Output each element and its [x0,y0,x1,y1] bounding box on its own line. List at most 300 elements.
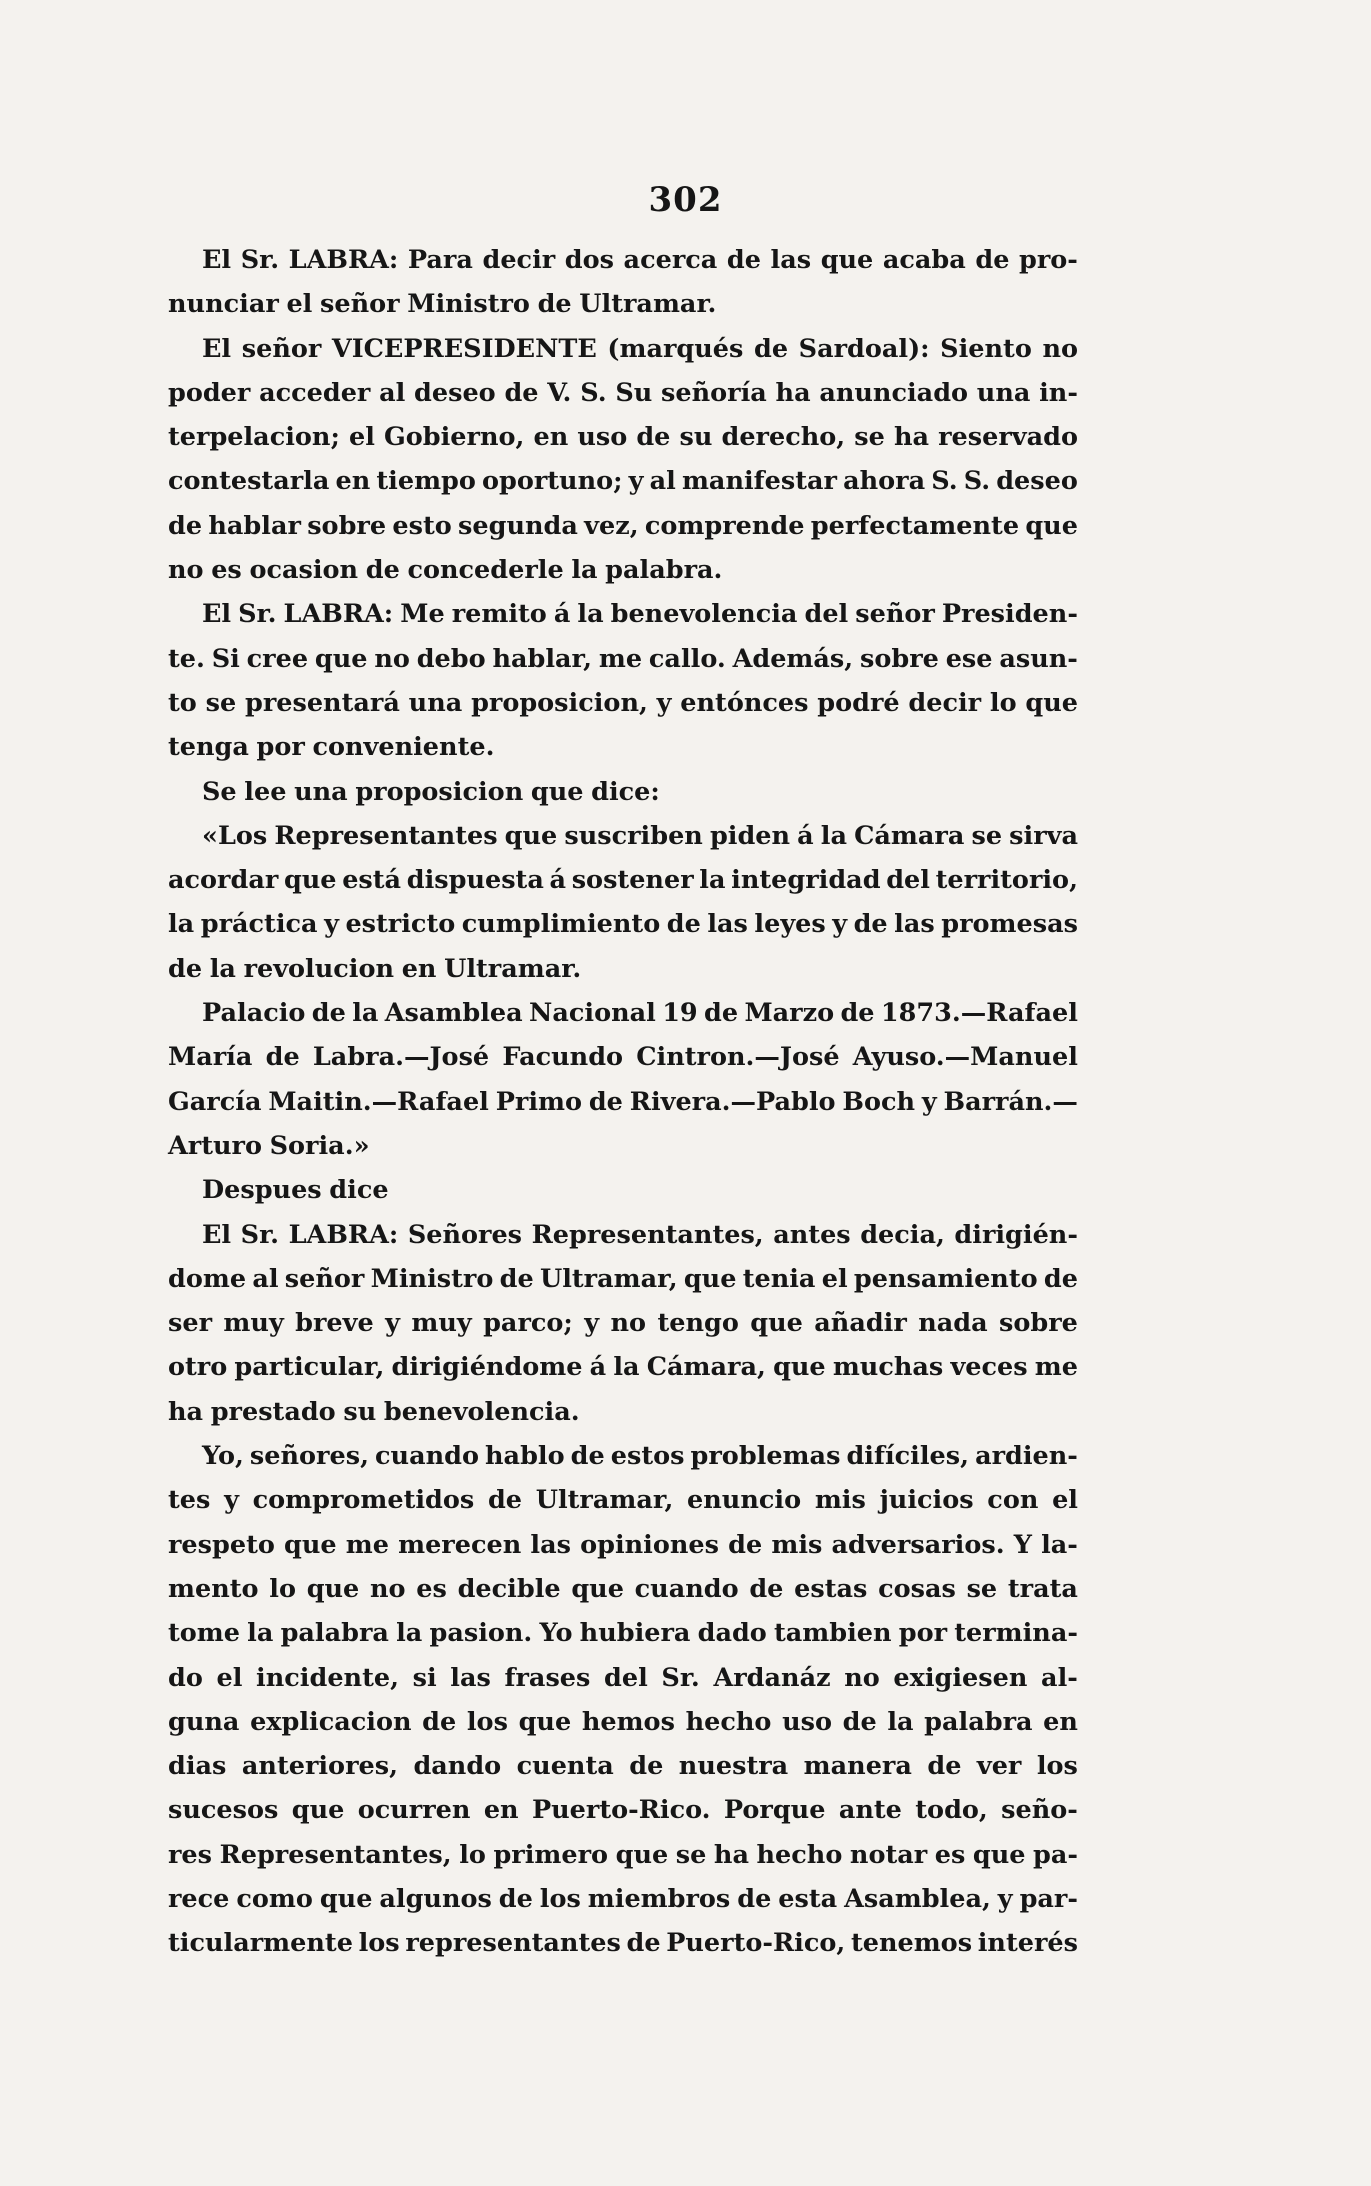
word: sobre [860,643,939,674]
word: suscriben [564,820,703,851]
word: decir [482,245,556,275]
word: que [773,1352,826,1383]
word: y [656,687,672,718]
word: deseo [414,377,496,408]
word: en [533,422,569,453]
word: que [972,1839,1026,1870]
word: callo. [648,643,726,674]
word: Se [202,776,237,807]
word: las [450,1662,491,1693]
word: y [324,909,339,940]
word: deseo [996,466,1078,497]
word: á [549,865,567,896]
word: territorio, [935,865,1078,896]
word: piden [709,820,791,851]
word: de [265,1042,300,1073]
word: opiniones [580,1529,719,1560]
word: dirigiéndome [391,1352,583,1383]
word: sobre [999,1308,1078,1339]
text-line [168,1700,1078,1744]
word: S. [931,466,958,497]
word: cuando [634,1573,739,1604]
word: al [379,377,406,408]
word: las [707,909,748,940]
word: ha [893,422,930,453]
word: el [216,1662,243,1693]
word: to [168,687,197,718]
word: podré [817,687,900,718]
word: poder [168,377,251,408]
word: segunda [458,510,578,541]
word: acerca [623,245,718,275]
word: la [247,1618,274,1649]
word: ahora [843,466,926,497]
word: la [352,998,379,1029]
word: Puerto-Rico. [531,1795,711,1826]
word: está [342,865,402,896]
word: Cámara [854,820,965,851]
word: me [598,643,643,674]
word: el [348,422,375,453]
word: dice [329,1175,389,1206]
word: Rivera.—Pablo [629,1086,836,1117]
word: Ardanáz [713,1662,831,1693]
text-line [168,1523,1078,1567]
word: antes [773,1219,851,1250]
word: Me [400,599,445,630]
word: se [971,820,1003,851]
text-line [168,858,1078,902]
word: al [252,1263,279,1294]
word: mis [814,1485,866,1516]
word: tengo [657,1308,739,1339]
word: Y [1013,1529,1032,1560]
word: su [343,1396,377,1427]
word: ha [168,1396,204,1427]
text-line [168,415,1078,459]
word: cuenta [516,1751,614,1782]
word: de [636,422,671,453]
word: como [236,1883,313,1914]
word: ticularmente [168,1928,353,1959]
text-line [168,504,1078,548]
word: terpelacion; [168,422,340,453]
word: primero [493,1839,609,1870]
text-line [168,548,1078,592]
word: dice: [591,776,660,807]
word: los [358,1928,400,1959]
word: lo [989,687,1017,718]
word: Facundo [502,1042,624,1073]
word: Su [615,377,653,408]
text-line [168,814,1078,858]
word: el [286,289,313,320]
word: dispuesta [406,865,544,896]
word: Ultramar. [444,953,582,984]
word: de [499,1263,534,1294]
word: ser [168,1308,213,1339]
word: Nacional [529,998,656,1029]
text-line [168,1478,1078,1522]
word: revolucion [243,953,395,984]
word: con [987,1485,1039,1516]
word: 1873.—Rafael [880,998,1078,1029]
word: García [168,1086,262,1117]
word: pa- [1033,1839,1078,1870]
text-line [168,991,1078,1035]
word: y [997,1883,1013,1914]
text-line [168,1567,1078,1611]
word: guna [168,1706,240,1737]
word: promesas [941,909,1078,940]
word: Ultramar, [535,1485,674,1516]
word: señor [241,333,322,364]
word: de [749,1573,784,1604]
word: de [1043,1263,1078,1294]
word: la [820,820,847,851]
word: que [530,776,584,807]
word: dirigién- [954,1219,1078,1250]
word: LABRA: [288,245,399,275]
word: se [966,1573,998,1604]
word: explicacion [250,1706,412,1737]
word: cree [246,643,309,674]
word: de [168,953,203,984]
word: del [604,1662,648,1693]
word: Yo, [202,1441,244,1472]
word: vez, [584,510,639,541]
word: Cámara, [646,1352,766,1383]
word: la [887,1706,914,1737]
word: por [256,732,305,763]
word: cuando [375,1441,479,1472]
word: es [211,555,242,586]
word: conveniente. [312,732,495,763]
word: la [571,555,598,586]
word: El [202,599,232,630]
word: Ultramar. [579,289,717,320]
word: incidente, [256,1662,399,1693]
word: miembros [587,1883,731,1914]
word: El [202,1219,232,1250]
text-line [168,327,1078,371]
word: Sr. [240,245,280,275]
word: Palacio [202,998,306,1029]
word: Despues [202,1175,322,1206]
word: pensamiento [853,1263,1038,1294]
word: decir [908,687,982,718]
text-line [168,1877,1078,1921]
word: por [898,1618,948,1649]
word: benevolencia. [383,1396,580,1427]
word: uso [782,1706,832,1737]
word: tenemos [850,1928,973,1959]
word: Sr. [661,1662,700,1693]
word: ocasion [249,555,359,586]
word: representantes [405,1928,621,1959]
word: el [821,1263,848,1294]
text-line [168,681,1078,725]
word: termina- [954,1618,1078,1649]
word: Arturo [168,1130,262,1161]
word: y [921,1086,937,1117]
word: en [1043,1706,1078,1737]
word: tenga [168,732,249,763]
word: no [1042,333,1078,364]
word: el [1052,1485,1078,1516]
word: pasion. [429,1618,533,1649]
word: la [168,909,195,940]
word: muy [223,1308,284,1339]
word: su [679,422,713,453]
word: de [570,1441,605,1472]
word: ese [945,643,993,674]
word: proposicion [355,776,524,807]
word: esto [392,510,452,541]
word: anunciado [819,377,969,408]
word: que [319,1883,373,1914]
word: te. [168,643,205,674]
word: do [168,1662,203,1693]
word: Asamblea, [844,1883,991,1914]
word: trata [1007,1573,1078,1604]
word: las [770,245,812,275]
word: estricto [345,909,456,940]
word: 19 [662,998,698,1029]
word: de [728,1529,763,1560]
word: concederle [407,555,564,586]
body-text [168,238,1078,1966]
word: benevolencia [610,599,798,630]
text-line [168,459,1078,503]
word: ardien- [975,1441,1078,1472]
word: que [750,1308,803,1339]
word: de [422,1706,457,1737]
word: y [385,1308,400,1339]
word: y [224,1485,239,1516]
word: al [649,466,676,497]
word: perfectamente [810,510,1020,541]
text-line [168,902,1078,946]
word: se [854,422,885,453]
word: Asamblea [384,998,523,1029]
word: tome [168,1618,240,1649]
word: Porque [723,1795,826,1826]
word: comprometidos [252,1485,475,1516]
text-line [168,1390,1078,1434]
word: hablar, [492,643,593,674]
word: decia, [860,1219,945,1250]
word: Gobierno, [384,422,525,453]
word: en [335,466,371,497]
text-line [168,1257,1078,1301]
text-line [168,1345,1078,1389]
word: decible [457,1573,561,1604]
word: acordar [168,865,279,896]
word: Sr. [240,1219,280,1250]
word: señoría [661,377,767,408]
word: de [666,909,701,940]
word: no [374,643,410,674]
word: esta [778,1883,838,1914]
word: palabra. [605,555,723,586]
word: Ministro [370,1263,494,1294]
word: de [504,377,539,408]
text-line [168,592,1078,636]
word: á [797,820,814,851]
word: Representantes [274,820,498,851]
word: de [753,333,789,364]
word: la [209,953,236,984]
word: la [577,599,604,630]
word: las [894,909,935,940]
word: Representantes, [531,1219,764,1250]
word: in- [1039,377,1078,408]
word: que [571,1573,624,1604]
word: interés [977,1928,1078,1959]
word: Barrán.— [943,1086,1078,1117]
word: Cintron.—José [636,1042,840,1073]
word: á [589,1352,607,1383]
word: leyes [754,909,826,940]
word: otro [168,1352,228,1383]
word: del [886,865,930,896]
word: par- [1019,1883,1078,1914]
word: Representantes, [219,1839,452,1870]
word: frases [504,1662,591,1693]
text-line [168,282,1078,326]
word: Siento [940,333,1032,364]
word: me [1034,1352,1078,1383]
word: mis [771,1529,823,1560]
word: debo [416,643,486,674]
word: de [840,998,875,1029]
word: (marqués [607,333,744,364]
word: muchas [832,1352,944,1383]
word: de [626,1928,661,1959]
text-line [168,770,1078,814]
word: en [401,953,437,984]
word: hablar [208,510,301,541]
word: pro- [1019,245,1078,275]
word: comprende [644,510,805,541]
word: manifestar [681,466,837,497]
word: de [537,289,572,320]
word: de [365,555,400,586]
word: de [498,1883,533,1914]
word: cumplimiento [461,909,661,940]
word: ha [775,377,811,408]
word: mento [168,1573,259,1604]
word: sucesos [168,1795,279,1826]
word: enuncio [687,1485,802,1516]
word: rece [168,1883,230,1914]
word: de [842,1706,877,1737]
text-line [168,725,1078,769]
word: la [613,1352,640,1383]
word: sirva [1009,820,1078,851]
word: que [1025,687,1078,718]
word: Sr. [238,599,277,630]
word: Si [211,643,240,674]
word: asun- [999,643,1078,674]
word: tiempo [376,466,476,497]
word: Marzo [744,998,835,1029]
word: breve [295,1308,374,1339]
word: que [283,865,337,896]
page-number: 302 [648,180,723,220]
word: que [615,1839,669,1870]
word: adversarios. [831,1529,1005,1560]
text-line [168,1921,1078,1965]
text-line [168,1035,1078,1079]
word: de [168,510,203,541]
text-line [168,1611,1078,1655]
word: El [202,245,232,275]
word: res [168,1839,213,1870]
word: dando [413,1751,502,1782]
word: lo [459,1839,486,1870]
word: hubiera [579,1618,691,1649]
word: acceder [259,377,371,408]
word: al- [1041,1662,1078,1693]
text-line [168,1124,1078,1168]
word: ver [976,1751,1022,1782]
word: de [737,1883,772,1914]
word: contestarla [168,466,330,497]
word: prestado [210,1396,336,1427]
word: acaba [882,245,966,275]
word: una [408,687,463,718]
word: la [396,1618,423,1649]
word: me [345,1529,389,1560]
word: Maitin.—Rafael [268,1086,489,1117]
word: nada [918,1308,988,1339]
text-line [168,947,1078,991]
word: de [927,1751,962,1782]
word: tenia [742,1263,816,1294]
text-line [168,1788,1078,1832]
word: Labra.—José [312,1042,490,1073]
word: Ministro [407,289,530,320]
word: estos [610,1441,685,1472]
word: no [168,555,204,586]
word: nunciar [168,289,279,320]
word: particular, [234,1352,385,1383]
word: una [976,377,1031,408]
word: presentará [244,687,400,718]
text-line [168,1434,1078,1478]
word: lee [244,776,287,807]
word: Además, [732,643,854,674]
word: señor [320,289,400,320]
text-line [168,1080,1078,1124]
text-line [168,371,1078,415]
word: proposicion, [471,687,648,718]
text-line [168,238,1078,282]
word: señores, [249,1441,369,1472]
word: sostener [571,865,694,896]
word: uso [577,422,628,453]
word: muy [411,1308,472,1339]
word: de [311,998,346,1029]
word: palabra [280,1618,389,1649]
word: en [483,1795,519,1826]
word: María [168,1042,253,1073]
word: algunos [379,1883,492,1914]
word: seño- [1001,1795,1078,1826]
word: LABRA: [283,599,394,630]
